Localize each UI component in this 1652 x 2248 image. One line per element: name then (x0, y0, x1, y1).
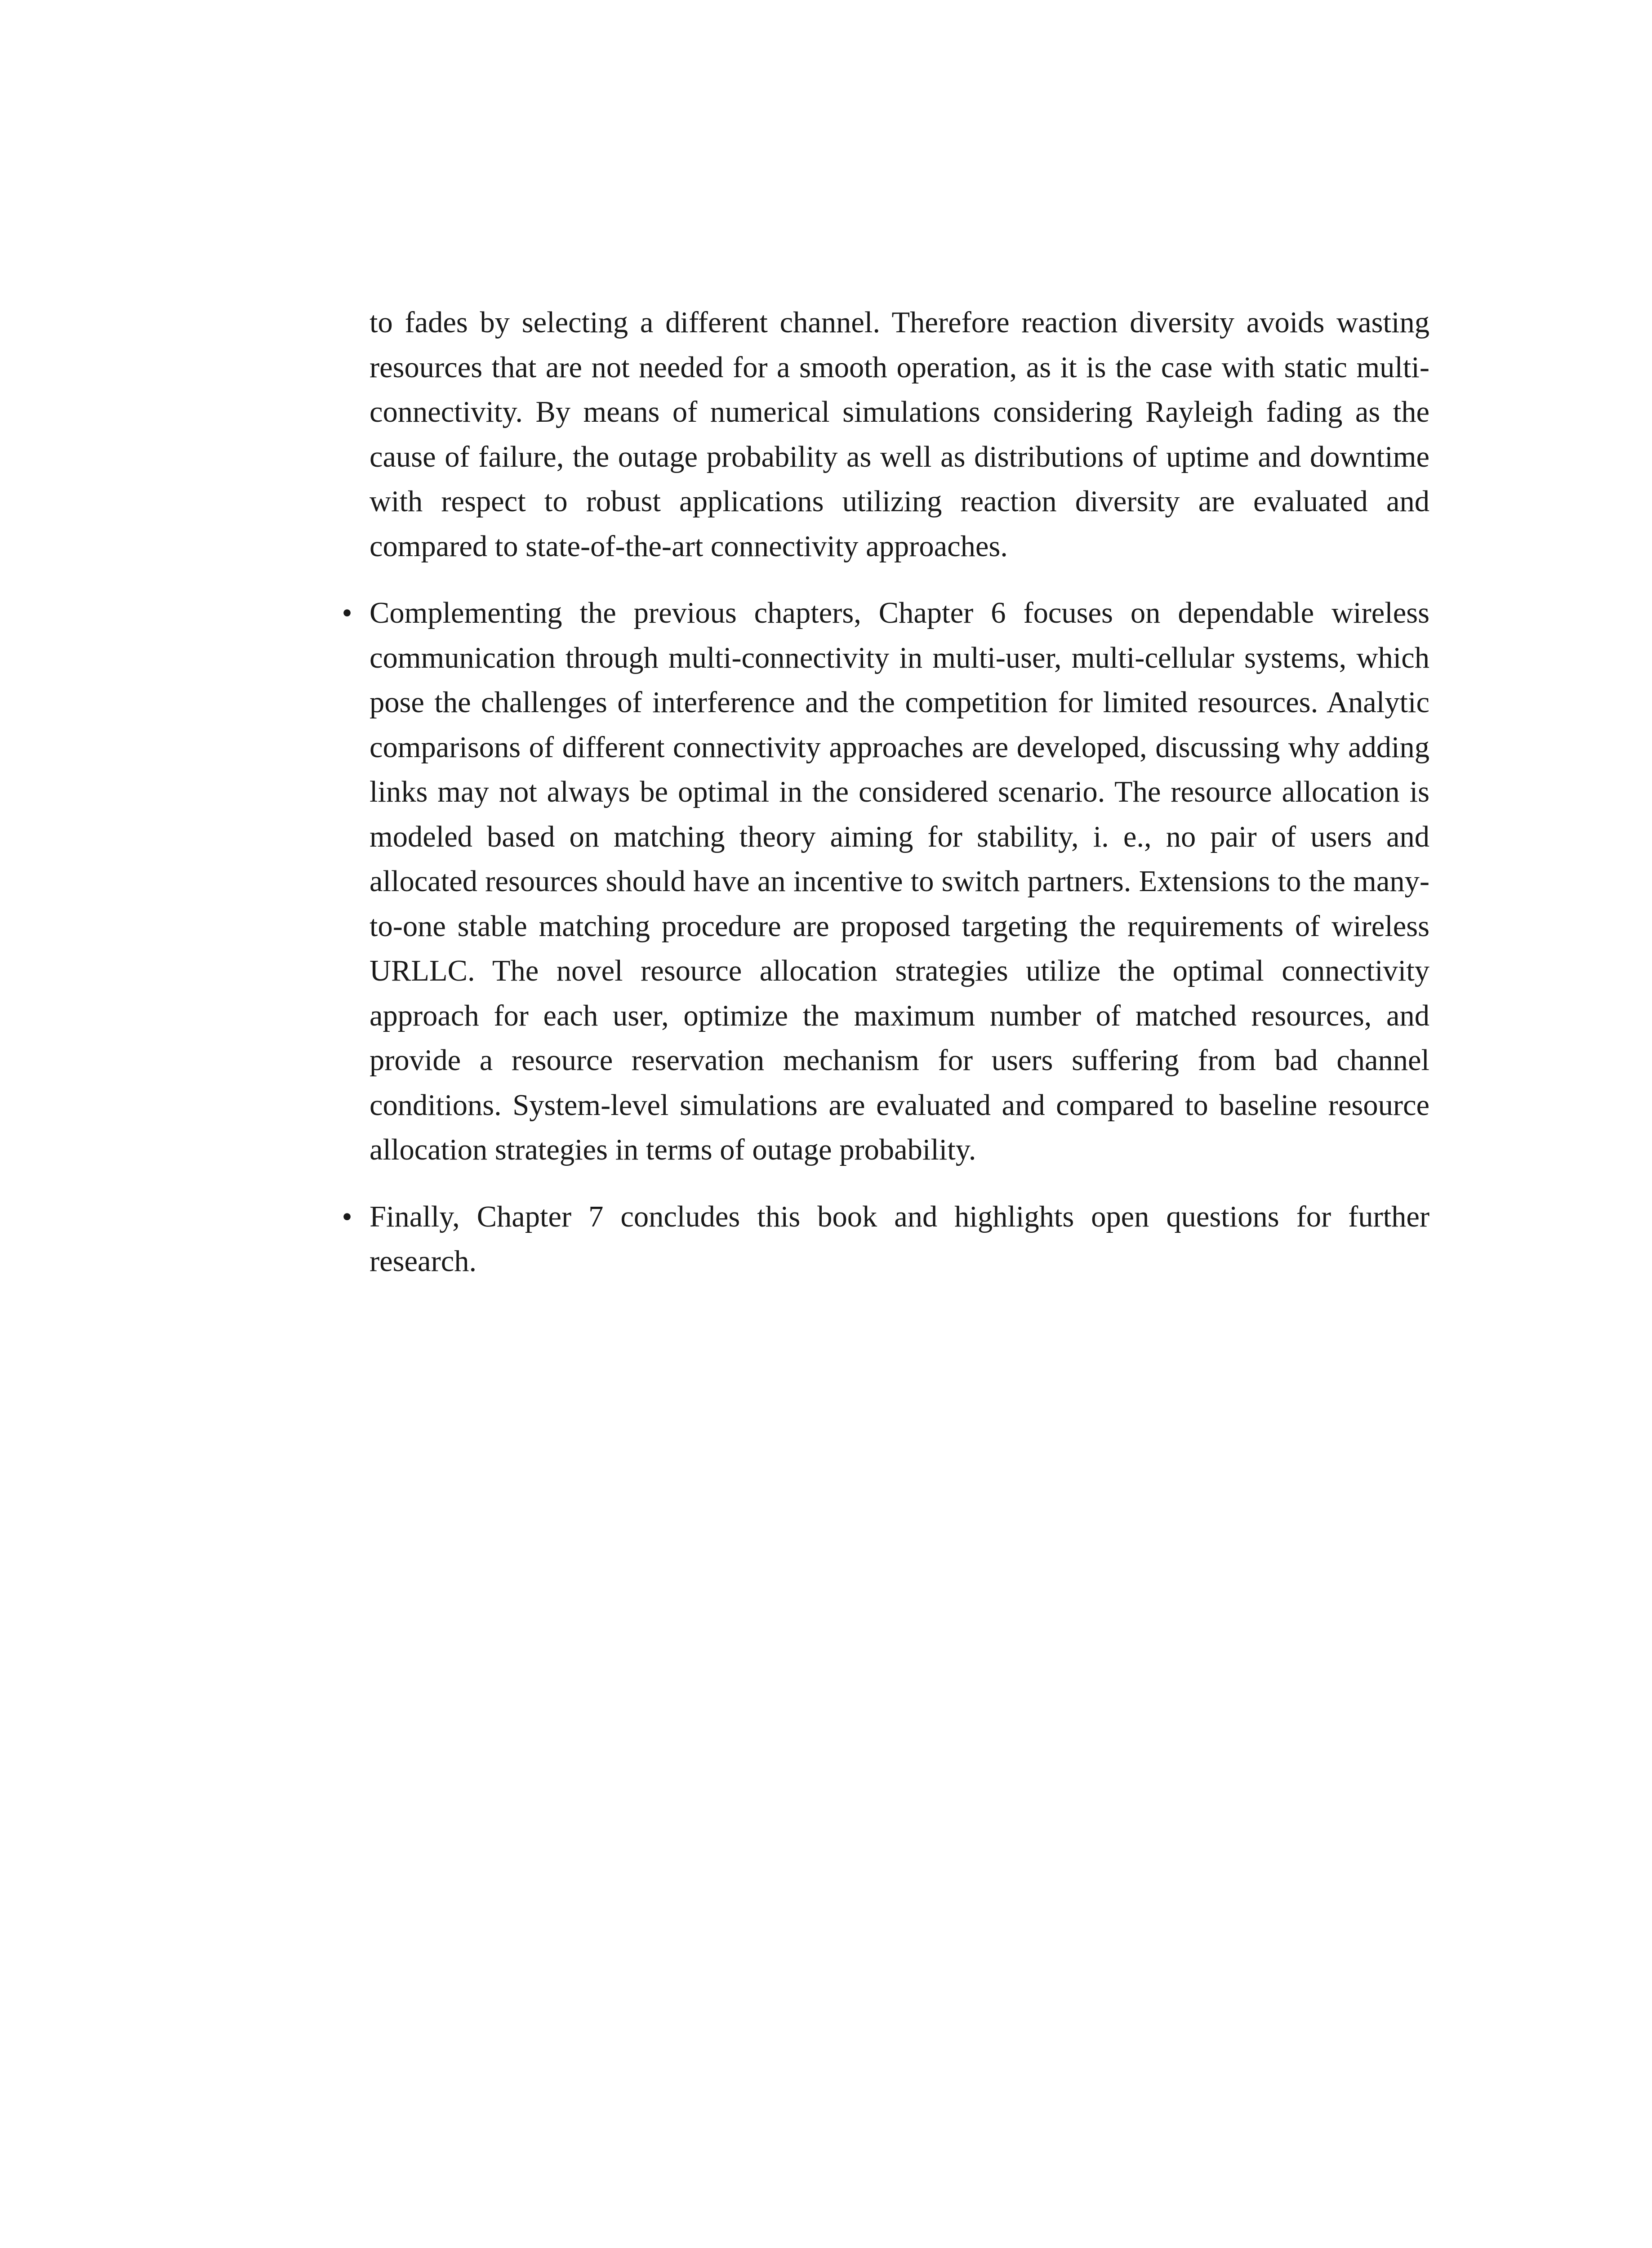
list-item-text: Complementing the previous chapters, Chapter 6 focuses on dependable wireless communication through multi-connectivity in multi-user, multi-cellular systems, which pose the challenges of interference and the competition for limited resources. Analytic comparisons of different connectivity approaches are developed, discussing why adding links may not always be optimal in the considered scenario. The resource allocation is modeled based on matching theory aiming for stability, i. e., no pair of users and allocated resources should have an incentive to switch partners. Extensions to the many-to-one stable matching procedure are proposed targeting the requirements of wireless URLLC. The novel resource allocation strategies utilize the optimal connectivity approach for each user, optimize the maximum number of matched resources, and provide a resource reservation mechanism for users suffering from bad channel conditions. System-level simulations are evaluated and compared to baseline resource allocation strategies in terms of outage probability. (370, 597, 1429, 1166)
list-item-chapter-6 (342, 591, 1429, 1173)
continuation-paragraph: to fades by selecting a different channel. Therefore reaction diversity avoids wasting resources that are not needed for a smooth operation, as it is the case with static multi-connectivity. By means of numerical simulations considering Rayleigh fading as the cause of failure, the outage probability as well as distributions of uptime and downtime with respect to robust applications utilizing reaction diversity are evaluated and compared to state-of-the-art connectivity approaches. (370, 306, 1429, 563)
page-body (342, 300, 1429, 1284)
list-item-chapter-7 (342, 1195, 1429, 1284)
bullet-icon: • (342, 597, 352, 629)
bullet-icon: • (342, 1200, 352, 1233)
list-item-text: Finally, Chapter 7 concludes this book and highlights open questions for further research. (370, 1200, 1429, 1278)
